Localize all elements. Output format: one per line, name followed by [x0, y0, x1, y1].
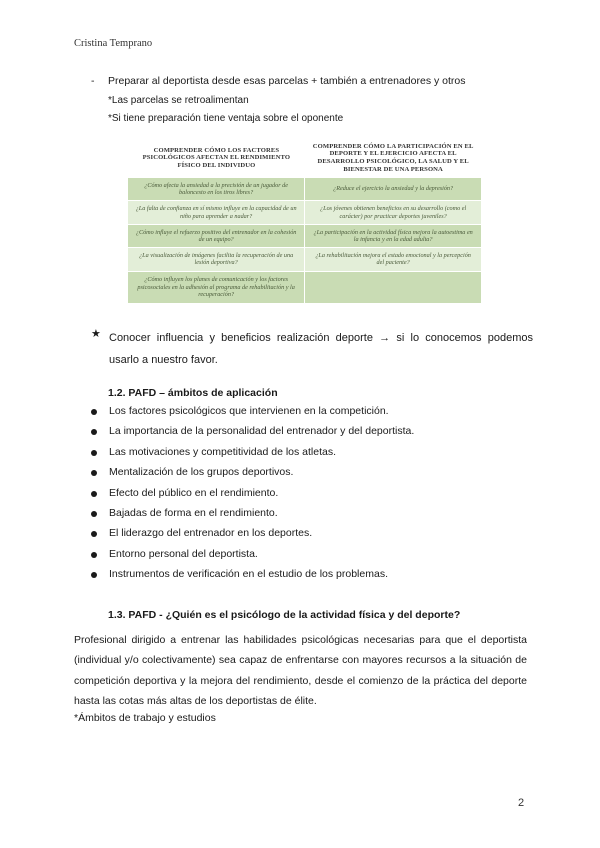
star-icon: ★ [91, 328, 101, 340]
list-item-text: Mentalización de los grupos deportivos. [109, 466, 294, 479]
table-cell: ¿Cómo afecta la ansiedad a la precisión de un jugador de baloncesto en los tiros libres? [128, 178, 305, 201]
list-item-text: Los factores psicológicos que intervienen en la competición. [109, 405, 389, 417]
section-heading-1-2: 1.2. PAFD – ámbitos de aplicación [108, 387, 278, 399]
bullet-icon [91, 552, 97, 558]
intro-note: *Si tiene preparación tiene ventaja sobre el oponente [108, 113, 344, 124]
star-item-text: Conocer influencia y beneficios realización deporte → si lo conocemos podemos usarlo a nuestro favor. [109, 332, 533, 366]
intro-line: Preparar al deportista desde esas parcelas + también a entrenadores y otros [108, 75, 466, 87]
table-cell: ¿Cómo influyen los planes de comunicación y los factores psicosociales en la adhesión al programa de rehabilitación y la recuperación? [128, 271, 305, 303]
table-cell: ¿La participación en la actividad física mejora la autoestima en la infancia y en la edad adulta? [305, 224, 482, 247]
table-row [128, 271, 482, 303]
list-item [91, 487, 414, 507]
star-item [91, 327, 533, 366]
table-cell: ¿Cómo influye el refuerzo positivo del entrenador en la cohesión de un equipo? [128, 224, 305, 247]
list-item-text: Las motivaciones y competitividad de los atletas. [109, 445, 337, 458]
list-item [91, 507, 414, 527]
footnote: *Ámbitos de trabajo y estudios [74, 712, 216, 724]
bullet-icon [91, 470, 97, 476]
definition-paragraph: Profesional dirigido a entrenar las habilidades psicológicas necesarias para que el deportista (individual y/o colectivamente) sea capaz de enfrentarse con mayores recursos a la situación de competición deportiva y la mejora del rendimiento, desde el comienzo de la práctica del deporte hasta las cotas más altas de los deportistas de élite. [74, 634, 527, 708]
bullet-icon [91, 531, 97, 537]
table-header-cell: COMPRENDER CÓMO LOS FACTORES PSICOLÓGICOS AFECTAN EL RENDIMIENTO FÍSICO DEL INDIVIDUO [128, 138, 305, 178]
dash-bullet: - [91, 75, 95, 87]
section-heading-1-3: 1.3. PAFD - ¿Quién es el psicólogo de la actividad física y del deporte? [108, 609, 461, 621]
list-item [91, 446, 414, 466]
list-item-text: Instrumentos de verificación en el estudio de los problemas. [109, 568, 388, 581]
table-cell: ¿Reduce el ejercicio la ansiedad y la depresión? [305, 178, 482, 201]
table-cell: ¿Los jóvenes obtienen beneficios en su desarrollo (como el carácter) por practicar deportes juveniles? [305, 201, 482, 224]
list-item [91, 568, 414, 588]
list-item [91, 466, 414, 486]
bullet-icon [91, 409, 97, 415]
table-cell [305, 271, 482, 303]
table-cell: ¿La rehabilitación mejora el estado emocional y la percepción del paciente? [305, 248, 482, 271]
list-item-text: Bajadas de forma en el rendimiento. [109, 506, 278, 519]
table-row [128, 201, 482, 224]
page-number: 2 [518, 797, 525, 809]
list-item [91, 405, 414, 425]
bullet-icon [91, 450, 97, 456]
table-cell: ¿La visualización de imágenes facilita la recuperación de una lesión deportiva? [128, 248, 305, 271]
application-areas-list [91, 405, 414, 589]
table-header-cell: COMPRENDER CÓMO LA PARTICIPACIÓN EN EL DEPORTE Y EL EJERCICIO AFECTA EL DESARROLLO PSICOLÓGICO, LA SALUD Y EL BIENESTAR DE UNA PERSONA [305, 138, 482, 178]
list-item-text: Efecto del público en el rendimiento. [109, 486, 279, 499]
list-item-text: Entorno personal del deportista. [109, 547, 258, 560]
list-item-text: La importancia de la personalidad del entrenador y del deportista. [109, 425, 415, 438]
table-row [128, 178, 482, 201]
list-item [91, 548, 414, 568]
header-author: Cristina Temprano [74, 38, 153, 49]
table-cell: ¿La falta de confianza en sí mismo influye en la capacidad de un niño para aprender a nadar? [128, 201, 305, 224]
list-item [91, 527, 414, 547]
intro-note: *Las parcelas se retroalimentan [108, 95, 249, 106]
table-row [128, 224, 482, 247]
bullet-icon [91, 572, 97, 578]
list-item-text: El liderazgo del entrenador en los deportes. [109, 527, 313, 540]
bullet-icon [91, 491, 97, 497]
bullet-icon [91, 429, 97, 435]
bullet-icon [91, 511, 97, 517]
list-item [91, 425, 414, 445]
table-row [128, 248, 482, 271]
psychology-table [128, 138, 482, 304]
table-header-row [128, 138, 482, 178]
